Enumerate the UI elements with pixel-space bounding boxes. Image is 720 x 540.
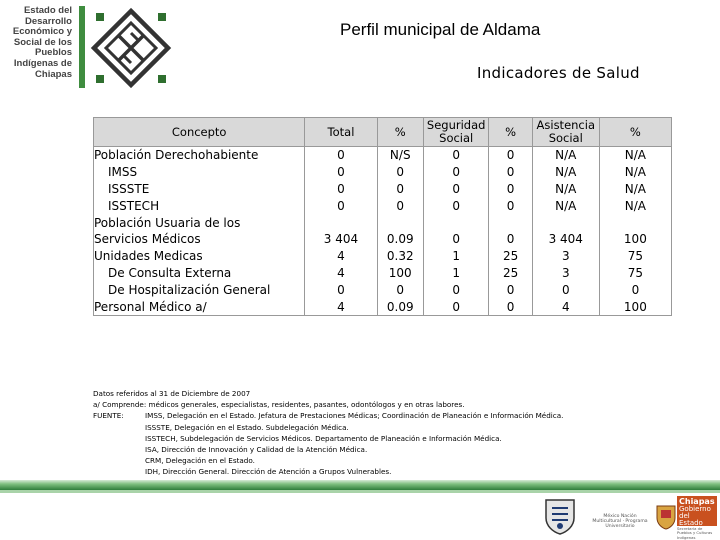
table-cell: 100 xyxy=(377,265,423,282)
org-name-line: Estado del xyxy=(23,5,72,16)
table-cell: 0 xyxy=(377,281,423,298)
table-cell: N/A xyxy=(599,147,671,164)
table-row xyxy=(94,147,672,164)
table-cell: 0 xyxy=(423,181,489,198)
table-cell: 25 xyxy=(489,248,532,265)
table-cell: 0 xyxy=(489,147,532,164)
table-cell: 0 xyxy=(305,164,377,181)
table-cell: 4 xyxy=(305,298,377,315)
org-name-line: Indígenas de xyxy=(13,57,72,69)
table-row xyxy=(94,265,672,282)
table-cell: 3 404 xyxy=(305,231,377,248)
source-label: FUENTE: xyxy=(93,411,124,421)
source-line: CRM, Delegación en el Estado. xyxy=(145,456,255,466)
row-label: Población Derechohabiente xyxy=(94,147,305,164)
table-cell: 4 xyxy=(305,265,377,282)
table-cell: 0.09 xyxy=(377,231,423,248)
org-name-line: Chiapas xyxy=(35,68,72,80)
table-cell: N/A xyxy=(599,181,671,198)
note-source xyxy=(93,410,563,421)
table-cell: N/A xyxy=(532,147,599,164)
table-cell: 0 xyxy=(423,281,489,298)
table-cell xyxy=(377,214,423,231)
fretwork-logo-icon xyxy=(88,5,174,91)
chiapas-sub: Secretaría de Pueblos y Culturas Indígenas xyxy=(677,526,713,540)
table-cell: 0 xyxy=(305,181,377,198)
table-cell: 0 xyxy=(423,298,489,315)
table-cell: 1 xyxy=(423,265,489,282)
table-body xyxy=(94,147,672,316)
table-cell: 0 xyxy=(423,197,489,214)
row-label: ISSTECH xyxy=(94,197,305,214)
table-cell: 0 xyxy=(489,298,532,315)
table-cell: 0 xyxy=(305,281,377,298)
chiapas-title: Chiapas xyxy=(679,497,715,506)
table-cell: 25 xyxy=(489,265,532,282)
table-cell: 0 xyxy=(377,181,423,198)
row-label: Servicios Médicos xyxy=(94,231,305,248)
footer-band-light xyxy=(0,490,720,493)
org-name-line: Desarrollo xyxy=(25,15,72,27)
table-cell: 0 xyxy=(377,164,423,181)
table-row xyxy=(94,231,672,248)
column-header: % xyxy=(489,118,532,147)
table-cell xyxy=(423,214,489,231)
table-cell: 0 xyxy=(423,147,489,164)
mexico-multicultural-logo: México Nación Multicultural · Programa Universitario xyxy=(592,514,648,529)
table-row xyxy=(94,197,672,214)
row-label: Población Usuaria de los xyxy=(94,214,305,231)
column-header: % xyxy=(377,118,423,147)
footer-band xyxy=(0,480,720,490)
logo-divider xyxy=(79,6,85,88)
table-cell: 0 xyxy=(489,281,532,298)
table-cell: 0 xyxy=(423,231,489,248)
row-label: Unidades Medicas xyxy=(94,248,305,265)
table-cell: N/A xyxy=(599,164,671,181)
table-row xyxy=(94,248,672,265)
table-cell: 0 xyxy=(599,281,671,298)
health-indicators-table xyxy=(93,117,672,316)
page-title: Perfil municipal de Aldama xyxy=(340,20,541,39)
column-header: Concepto xyxy=(94,118,305,147)
table-cell: 3 xyxy=(532,265,599,282)
table-cell: 0 xyxy=(489,164,532,181)
table-cell: 0 xyxy=(532,281,599,298)
table-row xyxy=(94,181,672,198)
row-label: De Hospitalización General xyxy=(94,281,305,298)
table-cell: 0 xyxy=(489,181,532,198)
table-cell: 0.09 xyxy=(377,298,423,315)
source-line: IMSS, Delegación en el Estado. Jefatura de Prestaciones Médicas; Coordinación de Planeación e Información Médica. xyxy=(145,411,564,421)
table-row xyxy=(94,281,672,298)
column-header: % xyxy=(599,118,671,147)
org-name-line: Social de los xyxy=(13,36,72,48)
table-cell: 100 xyxy=(599,298,671,315)
table-cell: 0 xyxy=(423,164,489,181)
table-cell: N/A xyxy=(532,164,599,181)
org-name xyxy=(8,6,72,80)
page-subtitle: Indicadores de Salud xyxy=(477,64,640,82)
source-line: IDH, Dirección General. Dirección de Atención a Grupos Vulnerables. xyxy=(145,467,392,477)
table-cell: 0 xyxy=(489,197,532,214)
org-name-line: Pueblos xyxy=(35,47,72,59)
table-cell: 75 xyxy=(599,265,671,282)
table-cell xyxy=(599,214,671,231)
note-a: a/ Comprende: médicos generales, especialistas, residentes, pasantes, odontólogos y en otras labores. xyxy=(93,400,465,410)
chiapas-logo xyxy=(677,496,717,540)
table-cell: 0 xyxy=(305,147,377,164)
table-cell: 3 xyxy=(532,248,599,265)
source-line: ISSTECH, Subdelegación de Servicios Médicos. Departamento de Planeación e Información Médica. xyxy=(145,433,502,443)
row-label: ISSSTE xyxy=(94,181,305,198)
note-date: Datos referidos al 31 de Diciembre de 2007 xyxy=(93,389,251,398)
table-cell: N/A xyxy=(599,197,671,214)
org-name-line: Económico y xyxy=(12,26,72,38)
table-cell: 100 xyxy=(599,231,671,248)
table-cell: 4 xyxy=(532,298,599,315)
row-label: IMSS xyxy=(94,164,305,181)
source-line: ISA, Dirección de Innovación y Calidad de la Atención Médica. xyxy=(145,445,368,455)
unam-crest-icon xyxy=(540,496,580,536)
table-cell: N/A xyxy=(532,197,599,214)
footnotes xyxy=(93,388,563,478)
table-cell: N/S xyxy=(377,147,423,164)
table-header-row xyxy=(94,118,672,147)
table-row xyxy=(94,164,672,181)
column-header: Seguridad Social xyxy=(423,118,489,147)
table-cell xyxy=(489,214,532,231)
table-cell: 75 xyxy=(599,248,671,265)
table-cell: 0 xyxy=(377,197,423,214)
row-label: Personal Médico a/ xyxy=(94,298,305,315)
table-cell xyxy=(305,214,377,231)
table-cell: N/A xyxy=(532,181,599,198)
table-cell: 0 xyxy=(489,231,532,248)
chiapas-seal-icon xyxy=(655,504,677,530)
table-cell: 0 xyxy=(305,197,377,214)
table-cell: 0.32 xyxy=(377,248,423,265)
table-row xyxy=(94,298,672,315)
row-label: De Consulta Externa xyxy=(94,265,305,282)
table-row xyxy=(94,214,672,231)
chiapas-line: Gobierno del Estado xyxy=(679,505,711,527)
table-cell: 3 404 xyxy=(532,231,599,248)
column-header: Total xyxy=(305,118,377,147)
table-cell: 4 xyxy=(305,248,377,265)
source-line: ISSSTE, Delegación en el Estado. Subdelegación Médica. xyxy=(145,422,349,432)
column-header: Asistencia Social xyxy=(532,118,599,147)
chiapas-logo-block xyxy=(677,496,717,526)
table-cell: 1 xyxy=(423,248,489,265)
table-cell xyxy=(532,214,599,231)
